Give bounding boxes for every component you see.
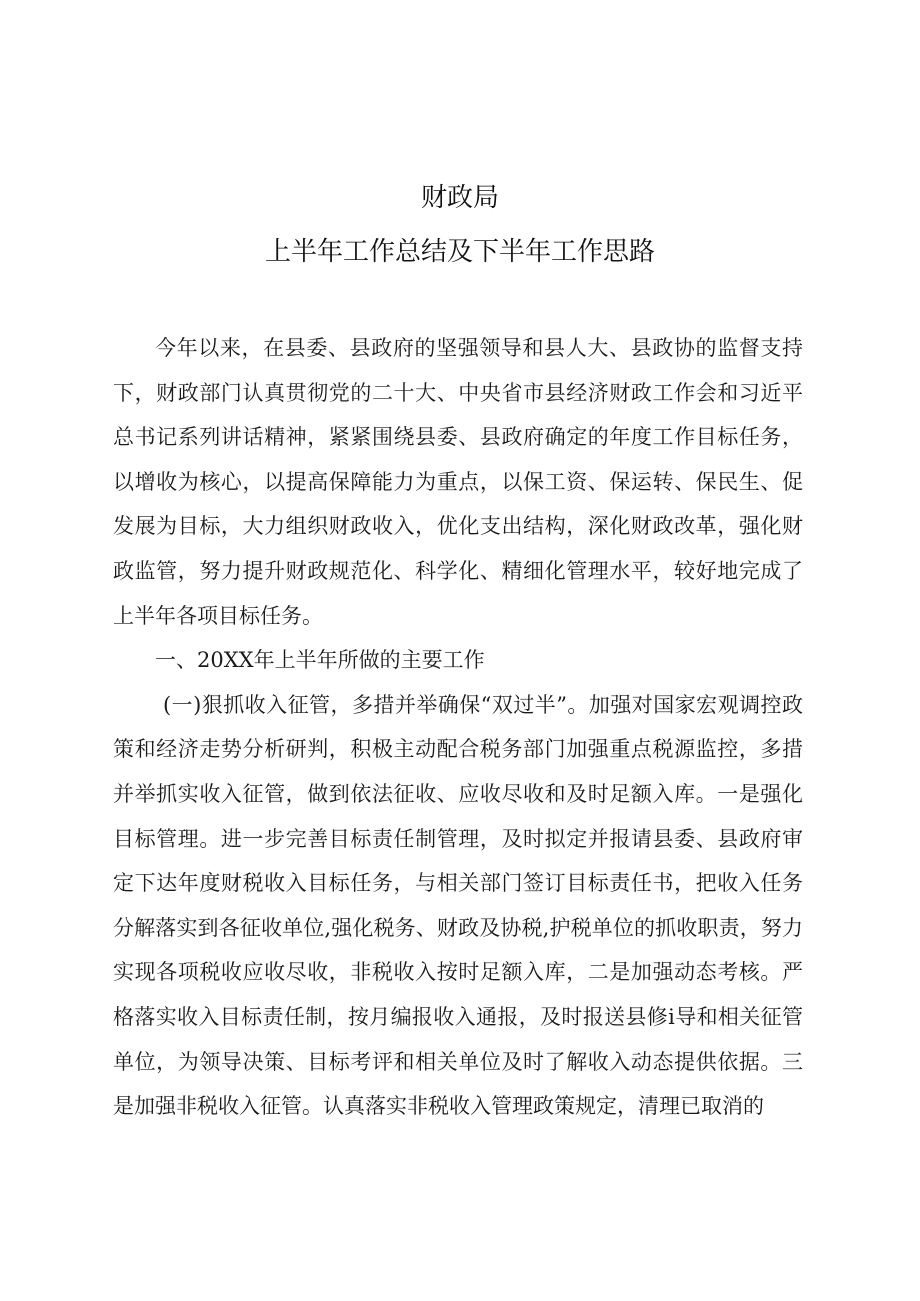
document-title-line-2: 上半年工作总结及下半年工作思路 [264,237,655,267]
document-body [113,326,803,1129]
document-title-line-1: 财政局 [420,183,499,213]
intro-paragraph: 今年以来，在县委、县政府的坚强领导和县人大、县政协的监督支持下，财政部门认真贯彻党的二十大、中央省市县经济财政工作会和习近平总书记系列讲话精神，紧紧围绕县委、县政府确定的年度工作目标任务，以增收为核心，以提高保障能力为重点，以保工资、保运转、保民生、促发展为目标，大力组织财政收入，优化支出结构，深化财政改革，强化财政监管，努力提升财政规范化、科学化、精细化管理水平，较好地完成了上半年各项目标任务。 [113,336,803,628]
subsection-paragraph: (一)狠抓收入征管，多措并举确保“双过半”。加强对国家宏观调控政策和经济走势分析研判，积极主动配合税务部门加强重点税源监控，多措并举抓实收入征管，做到依法征收、应收尽收和及时足额入库。一是强化目标管理。进一步完善目标责任制管理，及时拟定并报请县委、县政府审定下达年度财税收入目标任务，与相关部门签订目标责任书，把收入任务分解落实到各征收单位,强化税务、财政及协税,护税单位的抓收职责，努力实现各项税收应收尽收，非税收入按时足额入库，二是加强动态考核。严格落实收入目标责任制，按月编报收入通报，及时报送县修i导和相关征管单位，为领导决策、目标考评和相关单位及时了解收入动态提供依据。三是加强非税收入征管。认真落实非税收入管理政策规定，清理已取消的 [113,692,803,1119]
section-heading: 一、20XX年上半年所做的主要工作 [155,648,485,673]
